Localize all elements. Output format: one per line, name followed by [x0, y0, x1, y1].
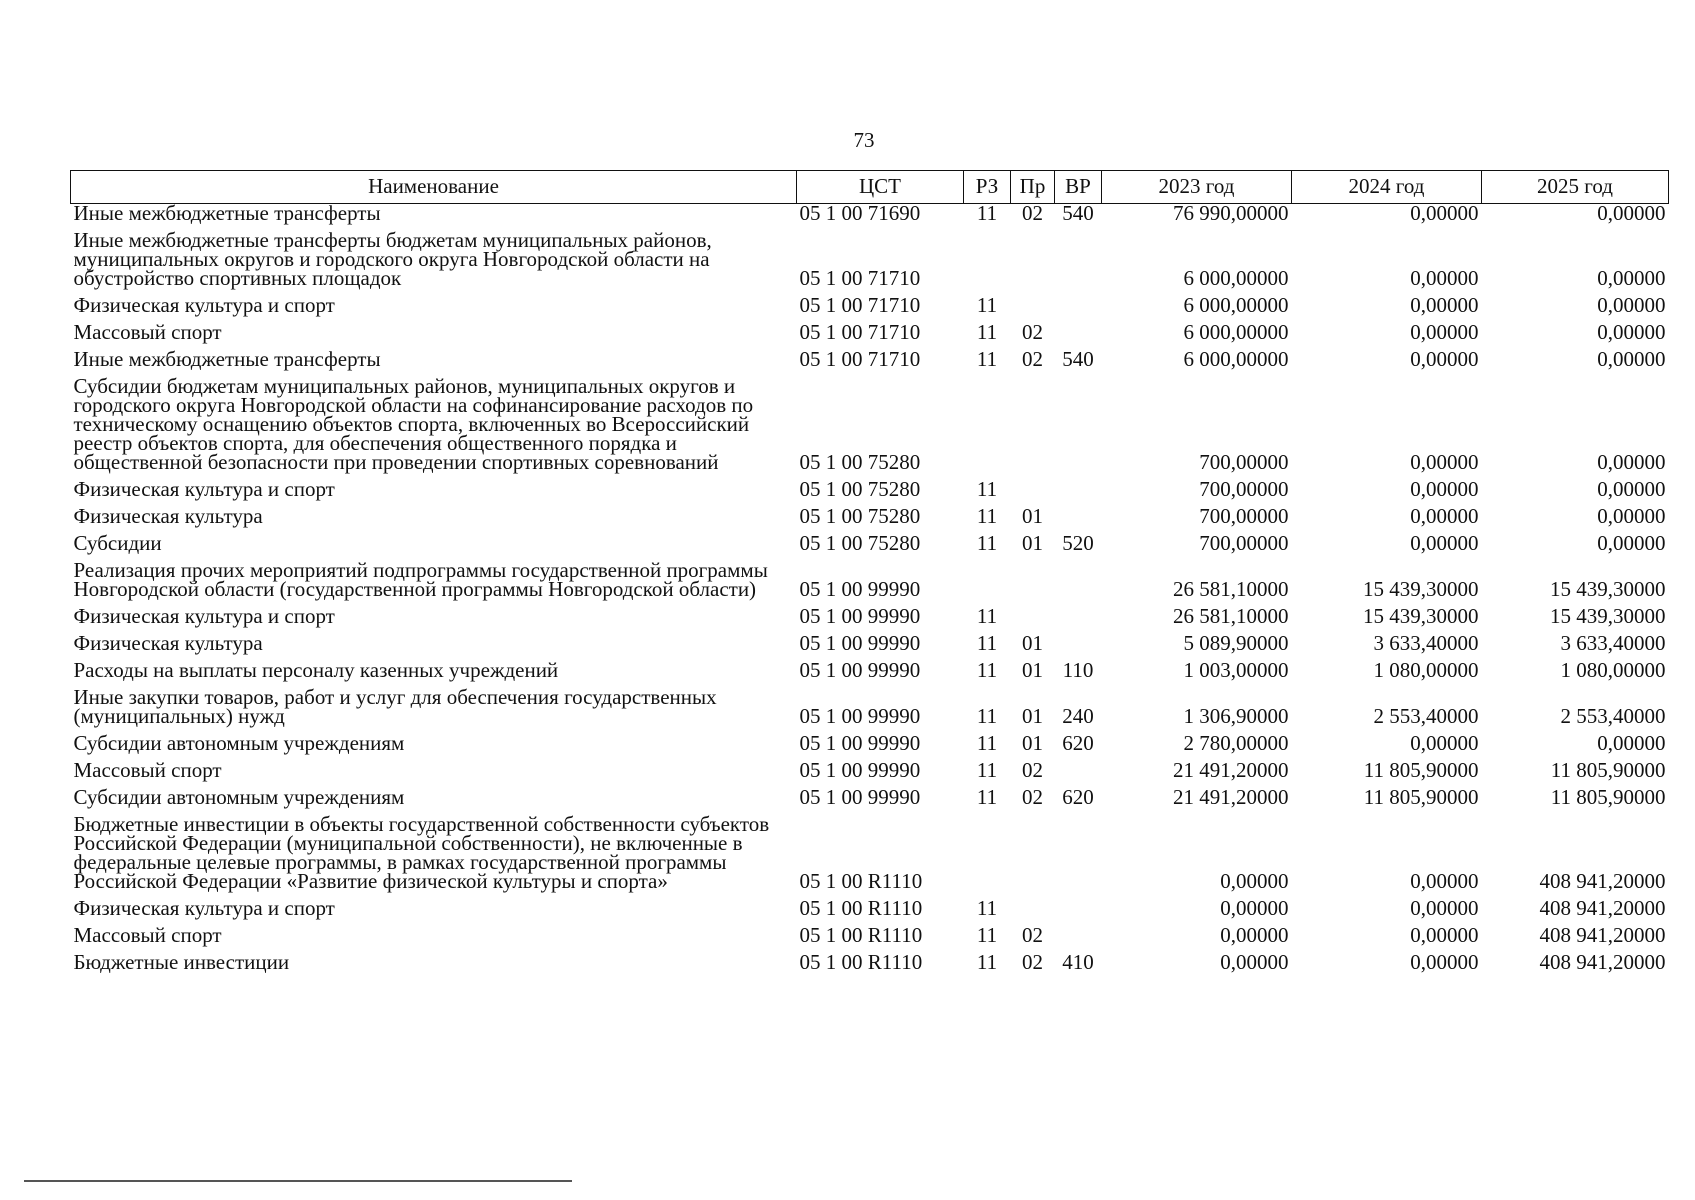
row-amount-2025: 408 941,20000	[1539, 869, 1666, 893]
row-rz: 11	[976, 531, 998, 555]
row-pr: 01	[1022, 631, 1043, 655]
row-rz	[964, 815, 1011, 899]
row-vr: 540	[1062, 347, 1094, 371]
table-row	[71, 788, 1669, 815]
row-amount-2023: 6 000,00000	[1183, 293, 1289, 317]
row-amount-2025: 3 633,40000	[1560, 631, 1666, 655]
row-rz	[964, 561, 1011, 607]
row-amount-2025: 0,00000	[1597, 504, 1666, 528]
row-rz: 11	[976, 201, 998, 225]
row-vr: 110	[1062, 658, 1094, 682]
row-amount-2025: 2 553,40000	[1560, 704, 1666, 728]
row-amount-2023: 0,00000	[1220, 950, 1289, 974]
row-amount-2024: 0,00000	[1410, 950, 1479, 974]
page-number: 73	[853, 128, 875, 152]
row-amount-2024: 0,00000	[1410, 504, 1479, 528]
table-row	[71, 634, 1669, 661]
row-pr: 01	[1022, 504, 1043, 528]
row-cst: 05 1 00 71710	[799, 320, 921, 344]
header-2023: 2023 год	[1102, 171, 1292, 204]
row-pr: 02	[1022, 347, 1043, 371]
table-body	[71, 201, 1669, 981]
row-pr: 02	[1022, 785, 1043, 809]
row-name: Субсидии бюджетам муниципальных районов, муниципальных округов и городского округа Новгородской области на софинансирование расходов по техническому оснащению объектов спорта, включенных во Всероссийский реестр объектов спорта, для обеспечения общественного порядка и общественной безопасности при проведении спортивных соревнований	[73, 374, 754, 474]
row-vr	[1055, 926, 1102, 953]
row-amount-2023: 21 491,20000	[1173, 758, 1289, 782]
row-amount-2023: 1 003,00000	[1183, 658, 1289, 682]
row-cst: 05 1 00 99990	[799, 731, 921, 755]
row-amount-2024: 15 439,30000	[1363, 577, 1479, 601]
table-row	[71, 899, 1669, 926]
row-vr	[1055, 815, 1102, 899]
row-amount-2024: 0,00000	[1410, 869, 1479, 893]
row-amount-2024: 0,00000	[1410, 347, 1479, 371]
table-row	[71, 507, 1669, 534]
row-amount-2025: 0,00000	[1597, 266, 1666, 290]
table-row	[71, 350, 1669, 377]
table-row	[71, 204, 1669, 232]
row-amount-2024: 0,00000	[1410, 731, 1479, 755]
row-name: Массовый спорт	[73, 320, 222, 344]
row-amount-2023: 6 000,00000	[1183, 347, 1289, 371]
row-vr: 540	[1062, 201, 1094, 225]
row-vr	[1055, 761, 1102, 788]
row-vr: 240	[1062, 704, 1094, 728]
row-name: Иные межбюджетные трансферты	[73, 347, 381, 371]
row-amount-2023: 5 089,90000	[1183, 631, 1289, 655]
row-vr: 620	[1062, 731, 1094, 755]
table-row	[71, 231, 1669, 296]
row-name: Физическая культура и спорт	[73, 604, 335, 628]
header-cst: ЦСТ	[797, 171, 964, 204]
row-amount-2025: 11 805,90000	[1550, 758, 1666, 782]
row-name: Реализация прочих мероприятий подпрограммы государственной программы Новгородской области (государственной программы Новгородской области)	[73, 558, 768, 601]
row-amount-2023: 6 000,00000	[1183, 320, 1289, 344]
row-rz: 11	[976, 293, 998, 317]
row-vr	[1055, 899, 1102, 926]
row-pr: 02	[1022, 758, 1043, 782]
table-row	[71, 296, 1669, 323]
row-amount-2023: 2 780,00000	[1183, 731, 1289, 755]
row-rz: 11	[976, 477, 998, 501]
row-rz: 11	[976, 785, 998, 809]
row-pr: 01	[1022, 731, 1043, 755]
row-name: Субсидии автономным учреждениям	[73, 785, 405, 809]
row-pr: 01	[1022, 704, 1043, 728]
row-vr	[1055, 607, 1102, 634]
row-pr	[1011, 480, 1055, 507]
row-amount-2024: 0,00000	[1410, 923, 1479, 947]
row-name: Бюджетные инвестиции в объекты государственной собственности субъектов Российской Федерации (муниципальной собственности), не включенные в федеральные целевые программы, в рамках государственной программы Российской Федерации «Развитие физической культуры и спорта»	[73, 812, 770, 893]
row-amount-2023: 700,00000	[1199, 450, 1289, 474]
row-cst: 05 1 00 99990	[799, 658, 921, 682]
table-row	[71, 953, 1669, 980]
row-name: Физическая культура	[73, 504, 263, 528]
row-cst: 05 1 00 99990	[799, 758, 921, 782]
row-rz	[964, 231, 1011, 296]
row-name: Массовый спорт	[73, 923, 222, 947]
table-row	[71, 926, 1669, 953]
row-pr	[1011, 231, 1055, 296]
row-rz: 11	[976, 896, 998, 920]
row-name: Иные межбюджетные трансферты	[73, 201, 381, 225]
row-amount-2025: 408 941,20000	[1539, 950, 1666, 974]
row-amount-2024: 0,00000	[1410, 201, 1479, 225]
row-amount-2024: 0,00000	[1410, 531, 1479, 555]
table-row	[71, 661, 1669, 688]
header-vr: ВР	[1055, 171, 1102, 204]
row-amount-2023: 0,00000	[1220, 896, 1289, 920]
row-name: Физическая культура и спорт	[73, 293, 335, 317]
row-cst: 05 1 00 99990	[799, 631, 921, 655]
row-amount-2025: 408 941,20000	[1539, 923, 1666, 947]
row-amount-2025: 0,00000	[1597, 450, 1666, 474]
row-rz: 11	[976, 631, 998, 655]
row-pr: 02	[1022, 923, 1043, 947]
table-row	[71, 761, 1669, 788]
row-amount-2025: 1 080,00000	[1560, 658, 1666, 682]
row-amount-2024: 0,00000	[1410, 266, 1479, 290]
header-pr: Пр	[1011, 171, 1055, 204]
row-amount-2025: 15 439,30000	[1550, 604, 1666, 628]
row-amount-2024: 2 553,40000	[1373, 704, 1479, 728]
row-name: Массовый спорт	[73, 758, 222, 782]
row-amount-2023: 0,00000	[1220, 869, 1289, 893]
row-rz: 11	[976, 704, 998, 728]
header-name: Наименование	[71, 171, 797, 204]
row-name: Бюджетные инвестиции	[73, 950, 290, 974]
row-amount-2025: 0,00000	[1597, 477, 1666, 501]
row-cst: 05 1 00 99990	[799, 604, 921, 628]
row-cst: 05 1 00 R1110	[799, 923, 923, 947]
row-pr	[1011, 377, 1055, 480]
table-header	[71, 171, 1669, 204]
row-vr	[1055, 480, 1102, 507]
row-amount-2024: 0,00000	[1410, 320, 1479, 344]
row-name: Физическая культура и спорт	[73, 896, 335, 920]
row-pr: 02	[1022, 201, 1043, 225]
row-vr: 520	[1062, 531, 1094, 555]
row-name: Субсидии автономным учреждениям	[73, 731, 405, 755]
row-name: Иные закупки товаров, работ и услуг для обеспечения государственных (муниципальных) нужд	[73, 685, 717, 728]
row-amount-2025: 11 805,90000	[1550, 785, 1666, 809]
row-name: Расходы на выплаты персоналу казенных учреждений	[73, 658, 559, 682]
row-name: Субсидии	[73, 531, 162, 555]
row-vr	[1055, 634, 1102, 661]
row-rz: 11	[976, 731, 998, 755]
row-vr	[1055, 507, 1102, 534]
row-cst: 05 1 00 75280	[799, 504, 921, 528]
row-rz: 11	[976, 604, 998, 628]
row-amount-2024: 15 439,30000	[1363, 604, 1479, 628]
header-2024: 2024 год	[1292, 171, 1482, 204]
row-vr: 410	[1062, 950, 1094, 974]
row-amount-2025: 408 941,20000	[1539, 896, 1666, 920]
footer-divider	[24, 1180, 572, 1182]
table-row	[71, 377, 1669, 480]
header-2025: 2025 год	[1482, 171, 1669, 204]
row-amount-2023: 700,00000	[1199, 504, 1289, 528]
row-vr: 620	[1062, 785, 1094, 809]
table-row	[71, 561, 1669, 607]
row-cst: 05 1 00 75280	[799, 531, 921, 555]
row-amount-2023: 26 581,10000	[1173, 604, 1289, 628]
row-rz: 11	[976, 320, 998, 344]
row-rz: 11	[976, 758, 998, 782]
row-amount-2023: 76 990,00000	[1173, 201, 1289, 225]
row-amount-2025: 0,00000	[1597, 531, 1666, 555]
table-row	[71, 534, 1669, 561]
table-row	[71, 688, 1669, 734]
row-amount-2025: 0,00000	[1597, 293, 1666, 317]
row-pr	[1011, 899, 1055, 926]
row-cst: 05 1 00 R1110	[799, 950, 923, 974]
row-amount-2025: 0,00000	[1597, 731, 1666, 755]
row-cst: 05 1 00 R1110	[799, 869, 923, 893]
row-amount-2024: 0,00000	[1410, 896, 1479, 920]
row-pr	[1011, 296, 1055, 323]
row-rz	[964, 377, 1011, 480]
table-row	[71, 480, 1669, 507]
row-amount-2023: 1 306,90000	[1183, 704, 1289, 728]
row-pr: 02	[1022, 950, 1043, 974]
row-amount-2025: 0,00000	[1597, 201, 1666, 225]
row-amount-2023: 700,00000	[1199, 477, 1289, 501]
row-cst: 05 1 00 99990	[799, 577, 921, 601]
row-pr	[1011, 815, 1055, 899]
row-amount-2023: 26 581,10000	[1173, 577, 1289, 601]
row-pr: 01	[1022, 531, 1043, 555]
row-amount-2024: 11 805,90000	[1363, 758, 1479, 782]
table-row	[71, 323, 1669, 350]
row-rz: 11	[976, 504, 998, 528]
row-amount-2024: 1 080,00000	[1373, 658, 1479, 682]
row-pr: 02	[1022, 320, 1043, 344]
row-cst: 05 1 00 99990	[799, 785, 921, 809]
row-name: Физическая культура	[73, 631, 263, 655]
row-amount-2025: 15 439,30000	[1550, 577, 1666, 601]
row-amount-2024: 0,00000	[1410, 477, 1479, 501]
row-amount-2023: 700,00000	[1199, 531, 1289, 555]
row-rz: 11	[976, 950, 998, 974]
row-cst: 05 1 00 75280	[799, 450, 921, 474]
row-vr	[1055, 561, 1102, 607]
row-pr	[1011, 607, 1055, 634]
row-cst: 05 1 00 71710	[799, 266, 921, 290]
budget-table	[70, 170, 1669, 980]
row-vr	[1055, 231, 1102, 296]
table-row	[71, 815, 1669, 899]
table-row	[71, 734, 1669, 761]
row-name: Иные межбюджетные трансферты бюджетам муниципальных районов, муниципальных округов и городского округа Новгородской области на обустройство спортивных площадок	[73, 228, 712, 290]
row-cst: 05 1 00 71710	[799, 347, 921, 371]
row-vr	[1055, 377, 1102, 480]
row-amount-2025: 0,00000	[1597, 347, 1666, 371]
row-cst: 05 1 00 99990	[799, 704, 921, 728]
row-amount-2024: 3 633,40000	[1373, 631, 1479, 655]
row-pr: 01	[1022, 658, 1043, 682]
row-vr	[1055, 296, 1102, 323]
header-rz: РЗ	[964, 171, 1011, 204]
row-amount-2024: 0,00000	[1410, 293, 1479, 317]
row-amount-2024: 0,00000	[1410, 450, 1479, 474]
row-pr	[1011, 561, 1055, 607]
row-cst: 05 1 00 71710	[799, 293, 921, 317]
row-amount-2023: 0,00000	[1220, 923, 1289, 947]
row-amount-2023: 6 000,00000	[1183, 266, 1289, 290]
row-amount-2024: 11 805,90000	[1363, 785, 1479, 809]
row-cst: 05 1 00 75280	[799, 477, 921, 501]
table-row	[71, 607, 1669, 634]
row-name: Физическая культура и спорт	[73, 477, 335, 501]
row-amount-2025: 0,00000	[1597, 320, 1666, 344]
row-amount-2023: 21 491,20000	[1173, 785, 1289, 809]
row-cst: 05 1 00 R1110	[799, 896, 923, 920]
row-rz: 11	[976, 658, 998, 682]
row-vr	[1055, 323, 1102, 350]
row-rz: 11	[976, 347, 998, 371]
row-rz: 11	[976, 923, 998, 947]
row-cst: 05 1 00 71690	[799, 201, 921, 225]
